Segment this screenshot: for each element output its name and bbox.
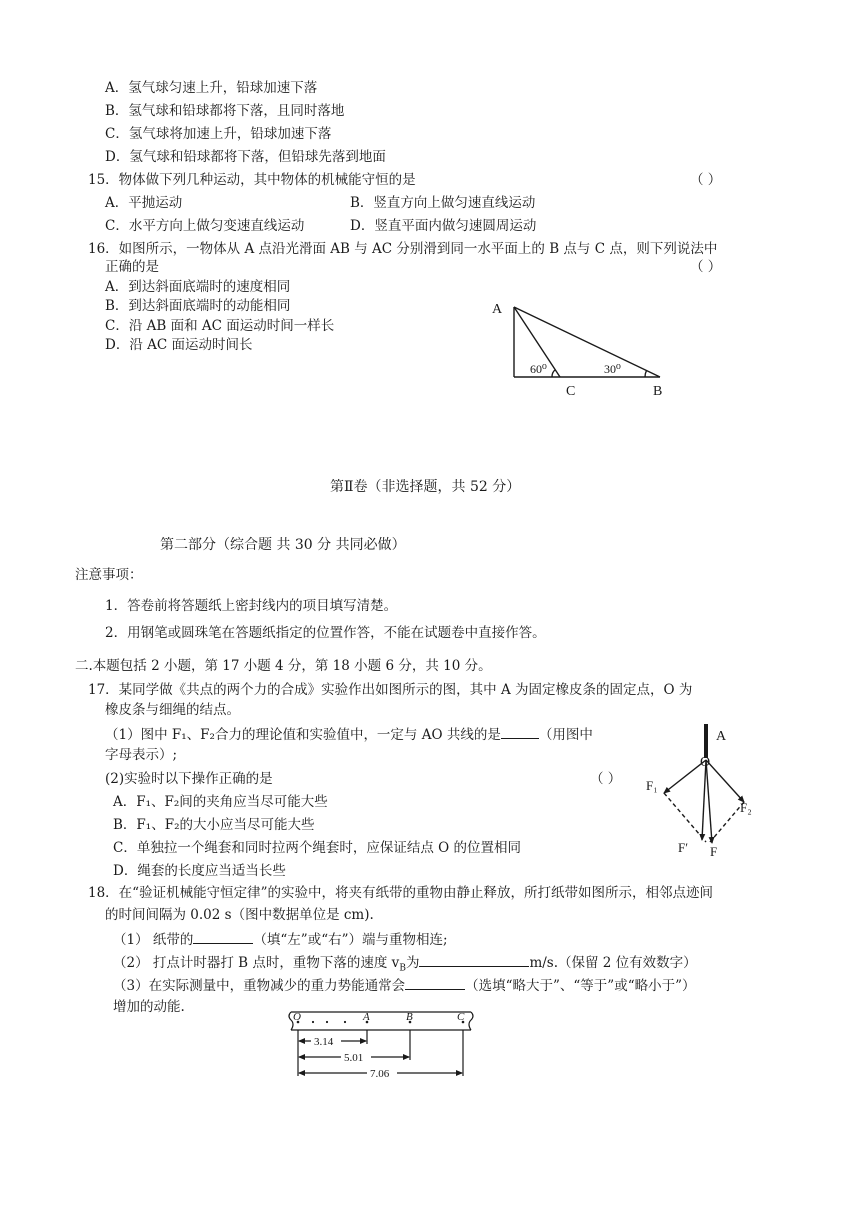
section2-title: 第Ⅱ卷（非选择题，共 52 分） (330, 479, 521, 495)
q17-sub2: (2)实验时以下操作正确的是 (105, 771, 273, 787)
q18-stem: 18．在“验证机械能守恒定律”的实验中，将夹有纸带的重物由静止释放，所打纸带如图所示，相邻点迹间 (88, 885, 713, 901)
q16-triangle-figure (480, 295, 680, 405)
q16-option-a: A．到达斜面底端时的速度相同 (105, 279, 291, 295)
q18-tape-figure (283, 1008, 483, 1088)
notice-1: 1．答卷前将答题纸上密封线内的项目填写清楚。 (105, 598, 398, 614)
angle-arc-b (645, 371, 647, 378)
q17-stem: 17．某同学做《共点的两个力的合成》实验作出如图所示的图，其中 A 为固定橡皮条的固定点，O 为 (88, 682, 693, 698)
tape-label-b: B (406, 1011, 413, 1023)
q15-stem: 15．物体做下列几种运动，其中物体的机械能守恒的是 (88, 172, 416, 188)
q18-sub3-text-2: （选填“略大于”、“等于”或“略小于”） (465, 978, 696, 994)
dim-label-oa: 3.14 (314, 1036, 334, 1048)
label-a: A (492, 302, 503, 317)
tape-right-tear (469, 1012, 473, 1030)
q15-option-b: B．竖直方向上做匀速直线运动 (350, 195, 536, 211)
q18-answer-blank-3[interactable] (405, 975, 465, 990)
q14-option-a: A．氢气球匀速上升，铅球加速下落 (105, 80, 318, 96)
q15-option-a: A．平抛运动 (105, 195, 183, 211)
q16-option-d: D．沿 AC 面运动时间长 (105, 337, 253, 353)
q18-answer-blank-1[interactable] (193, 929, 253, 944)
q18-sub3-cont: 增加的动能. (113, 999, 185, 1015)
q14-option-c: C．氢气球将加速上升，铅球加速下落 (105, 126, 332, 142)
q15-answer-paren: （ ） (690, 172, 722, 188)
q17-option-a: A．F₁、F₂间的夹角应当尽可能大些 (113, 794, 328, 810)
label-f2: F₂ (740, 800, 752, 815)
tape-dot (344, 1021, 346, 1023)
q18-stem-cont: 的时间间隔为 0.02 s（图中数据单位是 cm). (105, 907, 374, 923)
q17-option-d: D．绳套的长度应当适当长些 (113, 863, 286, 879)
dash-f1-f (664, 793, 706, 842)
notice-title: 注意事项： (75, 567, 143, 583)
q17-stem-cont: 橡皮条与细绳的结点。 (105, 702, 240, 718)
label-angle-b: 30⁰ (604, 362, 621, 376)
label-c: C (566, 384, 576, 399)
part2-title: 第二部分（综合题 共 30 分 共同必做） (160, 537, 406, 553)
q17-option-b: B．F₁、F₂的大小应当尽可能大些 (113, 817, 315, 833)
q17-option-c: C．单独拉一个绳套和同时拉两个绳套时，应保证结点 O 的位置相同 (113, 840, 521, 856)
angle-arc-c (552, 370, 556, 378)
q16-stem-cont: 正确的是 (105, 259, 159, 275)
q16-answer-paren: （ ） (690, 259, 722, 275)
q18-sub2 (113, 952, 697, 978)
q16-option-c: C．沿 AB 面和 AC 面运动时间一样长 (105, 318, 335, 334)
label-f-prime: F′ (678, 840, 689, 855)
q18-sub2-text: （2） 打点计时器打 B 点时，重物下落的速度 v (113, 955, 400, 971)
f-arrow (706, 760, 712, 843)
q17-sub1-cont: 字母表示）; (105, 747, 178, 763)
label-b: B (653, 384, 663, 399)
q17-sub1 (105, 724, 593, 744)
q18-sub3 (113, 975, 696, 995)
notice-2: 2．用钢笔或圆珠笔在答题纸指定的位置作答，不能在试题卷中直接作答。 (105, 625, 546, 641)
q17-sub1-text-2: （用图中 (538, 727, 593, 743)
f2-arrow (706, 760, 744, 802)
dim-label-ob: 5.01 (344, 1052, 364, 1064)
q16-stem: 16．如图所示，一物体从 A 点沿光滑面 AB 与 AC 分别滑到同一水平面上的 B 点与 C 点，则下列说法中 (88, 241, 718, 257)
q15-option-c: C．水平方向上做匀变速直线运动 (105, 218, 305, 234)
q16-option-b: B．到达斜面底端时的动能相同 (105, 298, 291, 314)
label-f: F (710, 844, 718, 859)
section-intro: 二.本题包括 2 小题，第 17 小题 4 分，第 18 小题 6 分，共 10 分。 (75, 658, 492, 674)
tape-label-a: A (363, 1011, 370, 1023)
q18-answer-blank-2[interactable] (419, 952, 529, 967)
label-f1: F₁ (646, 778, 658, 793)
tape-dot (326, 1021, 328, 1023)
q18-sub1-text: （1） 纸带的 (113, 932, 194, 948)
q14-option-d: D．氢气球和铅球都将下落，但铅球先落到地面 (105, 149, 386, 165)
q17-answer-blank-1[interactable] (501, 724, 539, 739)
q14-option-b: B．氢气球和铅球都将下落，且同时落地 (105, 103, 345, 119)
q18-sub2-text-3: m/s.（保留 2 位有效数字） (529, 955, 697, 971)
tape-label-c: C (457, 1011, 465, 1023)
label-a: A (716, 729, 727, 744)
q18-sub1-text-2: （填“左”或“右”）端与重物相连; (253, 932, 448, 948)
q18-sub2-text-2: 为 (405, 955, 420, 971)
q17-force-figure (640, 720, 770, 860)
tape-label-o: O (293, 1011, 301, 1023)
q15-option-d: D．竖直平面内做匀速圆周运动 (350, 218, 537, 234)
f-prime-arrow (702, 760, 706, 840)
q17-answer-paren: （ ） (590, 771, 622, 787)
dash-f2-f (710, 802, 744, 842)
q18-sub3-text: （3）在实际测量中，重物减少的重力势能通常会 (113, 978, 406, 994)
dim-label-oc: 7.06 (370, 1068, 390, 1080)
q18-sub1 (113, 929, 448, 949)
tape-dot (312, 1021, 314, 1023)
q17-sub1-text: （1）图中 F₁、F₂合力的理论值和实验值中，一定与 AO 共线的是 (105, 727, 501, 743)
label-o: O (700, 755, 711, 770)
q18-sub2-subscript: B (399, 963, 406, 974)
label-angle-c: 60⁰ (530, 362, 547, 376)
